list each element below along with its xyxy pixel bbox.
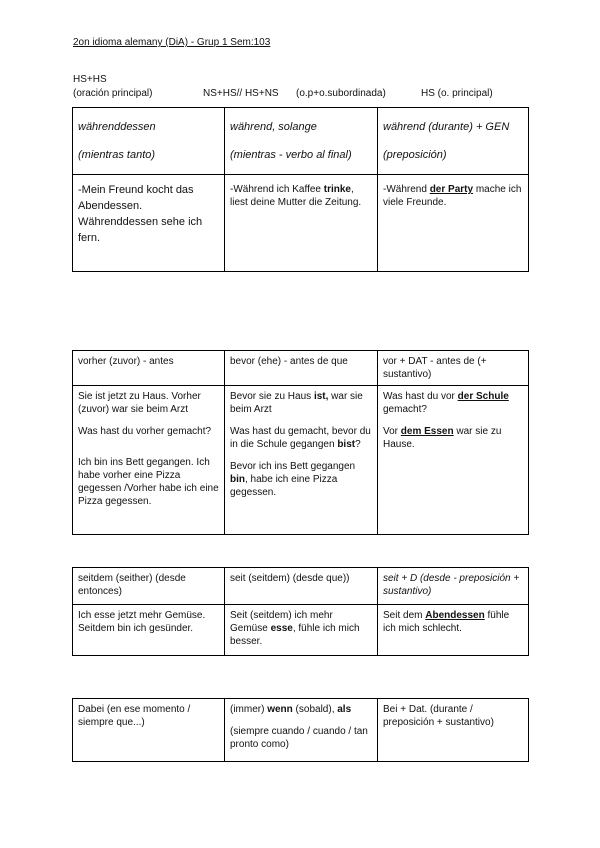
cell-text: (siempre cuando / cuando / tan pronto como) (230, 726, 368, 750)
bold-noun: der Party (429, 184, 474, 195)
table-row (73, 351, 529, 386)
table-cell (378, 175, 529, 272)
cell-text: (mientras tanto) (78, 149, 156, 162)
table-cell: vor + DAT - antes de (+ sustantivo) (378, 351, 529, 386)
hs-line: HS+HS (73, 74, 107, 85)
bold-verb: trinke (323, 184, 351, 195)
cell-text: fühle ich mich schlecht. (383, 610, 510, 634)
table-row (73, 386, 529, 535)
cell-text: (immer) (230, 704, 268, 715)
bold-verb: ist, (313, 391, 329, 402)
bold-verb: bin (230, 474, 245, 485)
cell-text: gemacht? (383, 404, 427, 415)
table-cell (73, 175, 225, 272)
bold-conjunction: wenn (267, 704, 293, 715)
bold-verb: esse (270, 623, 293, 634)
cell-text: Was hast du vorher gemacht? (78, 426, 212, 437)
table-cell: vorher (zuvor) - antes (73, 351, 225, 386)
cell-text: -Während ich Kaffee (230, 184, 324, 195)
table-cell (378, 568, 529, 605)
table-cell (225, 386, 378, 535)
table-vorher (72, 350, 529, 535)
cell-text: seit + D (desde - preposición + sustantivo) (383, 573, 520, 597)
label-ns-hs: NS+HS// HS+NS (203, 88, 279, 99)
table-cell (378, 108, 529, 175)
table-cell: Ich esse jetzt mehr Gemüse. Seitdem bin ich gesünder. (73, 605, 225, 656)
label-hs-principal: HS (o. principal) (421, 88, 493, 99)
document-title: 2on idioma alemany (DiA) - Grup 1 Sem:103 (73, 37, 271, 48)
table-row (73, 605, 529, 656)
cell-text: während, solange (230, 121, 317, 133)
table-cell (225, 699, 378, 762)
table-cell (378, 386, 529, 535)
table-cell: seitdem (seither) (desde entonces) (73, 568, 225, 605)
cell-text: , habe ich eine Pizza gegessen. (230, 474, 338, 498)
cell-text: Was hast du vor (383, 391, 458, 402)
table-dabei (72, 698, 529, 762)
cell-text: Ich bin ins Bett gegangen. Ich habe vorher eine Pizza gegessen /Vorher habe ich eine Pizza gegessen. (78, 457, 219, 507)
table-cell: Bei + Dat. (durante / preposición + sustantivo) (378, 699, 529, 762)
bold-noun: Abendessen (425, 610, 485, 621)
cell-text: Seit dem (383, 610, 426, 621)
table-waehrend (72, 107, 529, 272)
cell-text: währenddessen (78, 121, 156, 133)
cell-text: ? (355, 439, 361, 450)
table-cell (225, 175, 378, 272)
table-cell (73, 108, 225, 175)
cell-text: Was hast du gemacht, bevor du in die Schule gegangen (230, 426, 371, 450)
cell-text: (sobald), (292, 704, 338, 715)
cell-text: Sie ist jetzt zu Haus. Vorher (zuvor) war sie beim Arzt (78, 391, 201, 415)
cell-text: Bevor ich ins Bett gegangen (230, 461, 356, 472)
label-subordinada: (o.p+o.subordinada) (296, 88, 386, 99)
table-row (73, 108, 529, 175)
cell-text: mache ich viele Freunde. (383, 184, 522, 208)
bold-verb: bist (337, 439, 356, 450)
label-oracion-principal: (oración principal) (73, 88, 153, 99)
cell-text: (mientras - verbo al final) (230, 149, 352, 162)
cell-text: Vor (383, 426, 401, 437)
bold-conjunction: als (337, 704, 352, 715)
bold-noun: dem Essen (400, 426, 454, 437)
bold-noun: der Schule (457, 391, 509, 402)
cell-text: , fühle ich mich besser. (230, 623, 360, 647)
cell-text: Bevor sie zu Haus (230, 391, 314, 402)
table-cell (378, 605, 529, 656)
cell-text: -Während (383, 184, 430, 195)
cell-text: , liest deine Mutter die Zeitung. (230, 184, 362, 208)
table-cell: seit (seitdem) (desde que)) (225, 568, 378, 605)
table-cell (73, 386, 225, 535)
cell-text: -Mein Freund kocht das Abendessen. Währenddessen sehe ich fern. (78, 184, 203, 244)
table-cell (225, 605, 378, 656)
cell-text: während (durante) + GEN (383, 121, 510, 133)
table-row (73, 699, 529, 762)
table-cell: bevor (ehe) - antes de que (225, 351, 378, 386)
cell-text: Seit (seitdem) ich mehr Gemüse (230, 610, 333, 634)
cell-text: war sie beim Arzt (230, 391, 363, 415)
table-row (73, 175, 529, 272)
table-cell (225, 108, 378, 175)
table-seitdem (72, 567, 529, 656)
table-cell: Dabei (en ese momento / siempre que...) (73, 699, 225, 762)
cell-text: (preposición) (383, 149, 447, 162)
cell-text: war sie zu Hause. (383, 426, 502, 450)
table-row (73, 568, 529, 605)
